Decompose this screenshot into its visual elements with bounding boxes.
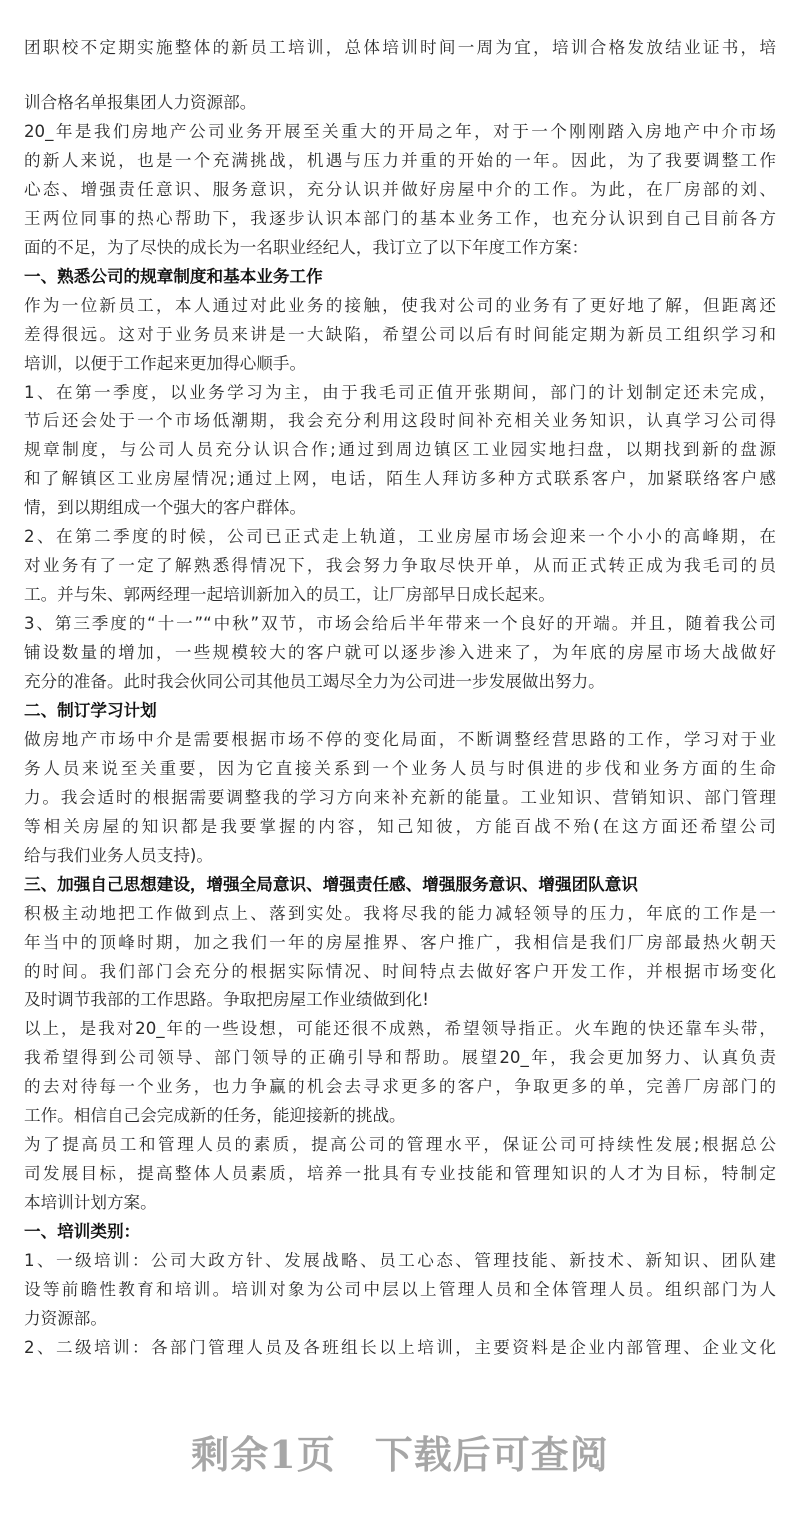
text-line: 设等前瞻性教育和培训。培训对象为公司中层以上管理人员和全体管理人员。组织部门为人 [24,1279,776,1299]
text-line: 工作。相信自己会完成新的任务，能迎接新的挑战。 [24,1106,406,1126]
text-line: 积极主动地把工作做到点上、落到实处。我将尽我的能力减轻领导的压力，年底的工作是一 [24,903,776,923]
text-line: 工。并与朱、郭两经理一起培训新加入的员工，让厂房部早日成长起来。 [24,585,555,605]
text-line: 和了解镇区工业房屋情况;通过上网，电话，陌生人拜访多种方式联系客户，加紧联络客户感 [24,469,776,489]
text-line: 培训，以便于工作起来更加得心顺手。 [24,353,307,373]
text-line: 3、第三季度的“十一”“中秋”双节，市场会给后半年带来一个良好的开端。并且，随着我公司 [24,614,776,634]
text-line: 为了提高员工和管理人员的素质，提高公司的管理水平，保证公司可持续性发展;根据总公 [24,1135,776,1155]
text-line: 作为一位新员工，本人通过对此业务的接触，使我对公司的业务有了更好地了解，但距离还 [24,295,776,315]
section-heading: 二、制订学习计划 [24,700,157,720]
text-line: 以上，是我对20_年的一些设想，可能还很不成熟，希望领导指正。火车跑的快还靠车头带， [24,1019,776,1039]
text-line: 训合格名单报集团人力资源部。 [24,93,257,112]
text-line: 做房地产市场中介是需要根据市场不停的变化局面，不断调整经营思路的工作，学习对于业 [24,729,776,749]
text-line: 我希望得到公司领导、部门领导的正确引导和帮助。展望20_年，我会更加努力、认真负责 [24,1048,776,1068]
text-line-top-fragment: 团职校不定期实施整体的新员工培训，总体培训时间一周为宜，培训合格发放结业证书，培 [24,38,776,57]
text-line: 的时间。我们部门会充分的根据实际情况、时间特点去做好客户开发工作，并根据市场变化 [24,961,776,981]
text-line: 铺设数量的增加，一些规模较大的客户就可以逐步渗入进来了，为年底的房屋市场大战做好 [24,643,776,663]
download-to-read-more-banner[interactable]: 剩余1页 下载后可查阅 [191,1432,609,1477]
text-line: 的去对待每一个业务，也力争赢的机会去寻求更多的客户，争取更多的单，完善厂房部门的 [24,1077,776,1097]
text-line: 2、在第二季度的时候，公司已正式走上轨道，工业房屋市场会迎来一个小小的高峰期，在 [24,527,776,547]
text-line: 1、一级培训：公司大政方针、发展战略、员工心态、管理技能、新技术、新知识、团队建 [24,1251,776,1270]
text-line: 20_年是我们房地产公司业务开展至关重大的开局之年，对于一个刚刚踏入房地产中介市场 [24,121,776,141]
text-line: 1、在第一季度，以业务学习为主，由于我毛司正值开张期间，部门的计划制定还未完成， [24,382,776,402]
text-line: 给与我们业务人员支持)。 [24,845,214,865]
text-line: 的新人来说，也是一个充满挑战，机遇与压力并重的开始的一年。因此，为了我要调整工作 [24,150,776,170]
text-line: 差得很远。这对于业务员来讲是一大缺陷，希望公司以后有时间能定期为新员工组织学习和 [24,324,776,344]
text-line: 本培训计划方案。 [24,1193,157,1213]
text-line: 节后还会处于一个市场低潮期，我会充分利用这段时间补充相关业务知识，认真学习公司得 [24,411,776,431]
text-line: 情，到以期组成一个强大的客户群体。 [24,498,307,518]
text-line: 规章制度，与公司人员充分认识合作;通过到周边镇区工业园实地扫盘，以期找到新的盘源 [24,440,776,460]
text-line: 年当中的顶峰时期，加之我们一年的房屋推界、客户推广，我相信是我们厂房部最热火朝天 [24,932,776,952]
section-heading: 三、加强自己思想建设，增强全局意识、增强责任感、增强服务意识、增强团队意识 [24,874,638,894]
text-line: 对业务有了一定了解熟悉得情况下，我会努力争取尽快开单，从而正式转正成为我毛司的员 [24,556,776,576]
text-line: 务人员来说至关重要，因为它直接关系到一个业务人员与时俱进的步伐和业务方面的生命 [24,758,776,778]
text-line: 力资源部。 [24,1308,107,1328]
text-line: 王两位同事的热心帮助下，我逐步认识本部门的基本业务工作，也充分认识到自己目前各方 [24,208,776,228]
text-line: 2、二级培训：各部门管理人员及各班组长以上培训，主要资料是企业内部管理、企业文化 [24,1337,776,1357]
section-heading: 一、熟悉公司的规章制度和基本业务工作 [24,266,323,286]
text-line: 等相关房屋的知识都是我要掌握的内容，知己知彼，方能百战不殆(在这方面还希望公司 [24,816,776,836]
section-heading: 一、培训类别： [24,1222,141,1242]
text-line: 力。我会适时的根据需要调整我的学习方向来补充新的能量。工业知识、营销知识、部门管理 [24,787,776,807]
text-line: 司发展目标，提高整体人员素质，培养一批具有专业技能和管理知识的人才为目标，特制定 [24,1164,776,1184]
text-line: 心态、增强责任意识、服务意识，充分认识并做好房屋中介的工作。为此，在厂房部的刘、 [24,179,776,199]
text-line: 充分的准备。此时我会伙同公司其他员工竭尽全力为公司进一步发展做出努力。 [24,672,605,691]
text-line: 及时调节我部的工作思路。争取把房屋工作业绩做到化! [24,990,429,1010]
text-line: 面的不足，为了尽快的成长为一名职业经纪人，我订立了以下年度工作方案： [24,237,589,257]
